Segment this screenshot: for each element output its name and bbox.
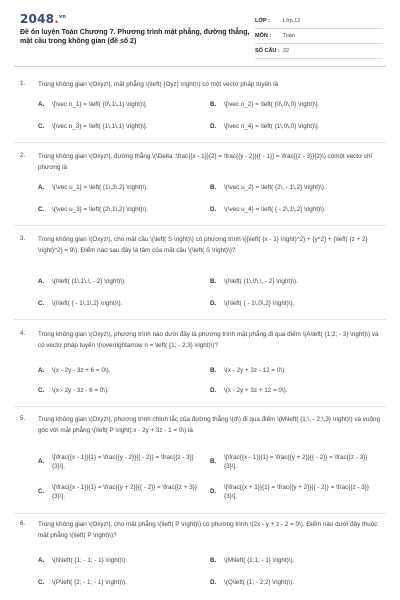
option-text: \[\vec n_1} = \left( {0\,1\,1} \right)\].: [52, 101, 148, 108]
option-text: \[\vec n_2} = \left( {0\,0\,0} \right)\].: [224, 101, 320, 108]
exam-title: Đề ôn luyện Toán Chương 7. Phương trình mặt phẳng, đường thẳng, mặt cầu trong không gian (đề số 2): [20, 29, 250, 45]
option-text: \[\frac{{x - 1}}{1} = \frac{{y + 2}}{{ - 2}} = \frac{{z - 3}}{3}\].: [224, 454, 368, 470]
question-text: Trong không gian \(Oxyz\), mặt phẳng \(\left( {Oyz} \right)\) có một vectơ pháp tuyến là: [38, 81, 279, 88]
exam-meta-table: [255, 14, 383, 59]
page-header: [0, 0, 400, 62]
meta-row-subject: [255, 29, 383, 44]
option-text: \(x - 2y - 3z - 6 = 0\).: [52, 387, 109, 394]
option-letter: A.: [38, 184, 45, 191]
option-text: \(x - 2y + 3z - 12 = 0\).: [224, 367, 286, 374]
option-text: \(M\left( {1;1; - 1} \right)\).: [224, 557, 295, 564]
option-text: \(\vec u_3} = \left( {2\,1\,2} \right)\).: [52, 206, 149, 213]
option-text: \[\frac{{x - 1}}{1} = \frac{{y - 2}}{{ - 2}} = \frac{{z - 3}}{3}\].: [52, 454, 194, 470]
meta-key: MÔN :: [255, 33, 272, 39]
option-text: \(I\left( {1\,1\,\, - 2} \right)\).: [52, 278, 126, 285]
option-letter: B.: [210, 101, 217, 108]
meta-row-count: [255, 44, 383, 59]
logo-suffix: vn: [58, 14, 67, 20]
question-text: Trong không gian \(Oxyz\), cho mặt phẳng \(\left( P \right)\) có phương trình \(2x - y + z - 2 = 0\). Điểm nào dưới đây thuộc mặt phẳng \(\left( P \right)\)?: [38, 521, 378, 539]
option-letter: B.: [210, 184, 217, 191]
meta-value: Toán: [283, 33, 295, 39]
meta-key: LỚP :: [255, 18, 270, 24]
option-letter: C.: [38, 387, 45, 394]
question-text: Trong không gian \(Oxyz\), cho mặt cầu \(\left( S \right)\) có phương trình \({\left( {x - 1} \right)^2} + {y^2} + {\left( {z + 2} \right)^2} = 9\). Điểm nào sau đây là tâm của mặt cầu \(\left( S \right)\)?: [38, 236, 368, 254]
option-text: \[\vec n_4} = \left( {1\,0\,0} \right)\].: [224, 123, 320, 130]
option-letter: C.: [38, 488, 45, 495]
option-letter: D.: [210, 579, 217, 586]
logo-dot: .: [54, 12, 59, 26]
option-text: \(\vec u_1} = \left( {1\,3\,2} \right)\).: [52, 184, 149, 191]
question-separator: [14, 225, 386, 226]
question-separator: [14, 513, 386, 514]
option-text: \(\vec u_2} = \left( {2\, - 1\,2} \right)\).: [224, 184, 326, 191]
question-separator: [14, 319, 386, 320]
header-divider: [14, 66, 386, 67]
option-letter: B.: [210, 557, 217, 564]
question-number: 4.: [20, 330, 26, 337]
option-text: \(I\left( { - 1\,1\,2} \right)\).: [52, 300, 123, 307]
option-letter: D.: [210, 300, 217, 307]
meta-row-class: [255, 14, 383, 29]
option-letter: C.: [38, 579, 45, 586]
option-text: \[\vec n_3} = \left( {1\,1\,1} \right)\].: [52, 123, 148, 130]
question-number: 5.: [20, 415, 26, 422]
option-text: \(I\left( { - 1\,0\,2} \right)\).: [224, 300, 295, 307]
option-letter: A.: [38, 557, 45, 564]
question-number: 6.: [20, 520, 26, 527]
meta-key: SỐ CÂU :: [255, 48, 280, 54]
question-number: 3.: [20, 235, 26, 242]
option-text: \(I\left( {1\,0\,\, - 2} \right)\).: [224, 278, 298, 285]
question-text: Trong không gian \(Oxyz\), đường thẳng \(\Delta :\frac{{x - 1}}{2} = \frac{{y - 2}}{{ - 1}} = \frac{{z - 3}}{2}\) cómột vectơ chỉ phương là: [38, 153, 372, 171]
option-letter: B.: [210, 367, 217, 374]
option-letter: A.: [38, 278, 45, 285]
option-letter: D.: [210, 206, 217, 213]
meta-value: 22: [283, 48, 290, 54]
option-letter: B.: [210, 278, 217, 285]
question-text: Trong không gian \(Oxyz\), phương trình nào dưới đây là phương trình mặt phẳng đi qua điểm \(A\left( {1;2; - 3} \right)\) và có vectơ pháp tuyến \(\overrightarrow n = \left( {1; - 2;3} \right)\)?: [38, 331, 379, 349]
option-letter: D.: [210, 387, 217, 394]
option-letter: C.: [38, 300, 45, 307]
meta-value: Lớp 12: [283, 18, 301, 24]
option-text: \(Q\left( {1; - 2;2} \right)\).: [224, 579, 294, 586]
option-text: \(P\left( {2; - 1; - 1} \right)\).: [52, 579, 127, 586]
question-text: Trong không gian \(Oxyz\), phương trình chính tắc của đường thẳng \(d\) đi qua điểm \(M\left( {1;\, - 2;\,3} \right)\) và vuông góc với mặt phẳng \(\left( P \right):x - 2y + 3z - 1 = 0\) là: [38, 416, 380, 434]
option-letter: C.: [38, 123, 45, 130]
option-letter: D.: [210, 488, 217, 495]
question-number: 2.: [20, 152, 26, 159]
site-logo[interactable]: [20, 12, 66, 26]
question-number: 1.: [20, 80, 26, 87]
option-letter: D.: [210, 123, 217, 130]
option-letter: C.: [38, 206, 45, 213]
option-text: \[\frac{{x - 1}}{1} = \frac{{y + 2}}{{ - 2}} = \frac{{z + 3}}{3}\].: [52, 484, 197, 500]
option-text: \(x - 2y - 3z + 6 = 0\).: [52, 367, 111, 374]
logo-main: 2048: [20, 12, 55, 26]
question-separator: [14, 142, 386, 143]
option-text: \(x - 2y + 3z + 12 = 0\).: [224, 387, 288, 394]
option-letter: A.: [38, 367, 45, 374]
option-text: \(N\left( {1; - 1; - 1} \right)\).: [52, 557, 128, 564]
option-text: \[\frac{{x + 1}}{1} = \frac{{y + 2}}{{ - 2}} = \frac{{z - 3}}{3}\].: [224, 484, 369, 500]
option-letter: A.: [38, 458, 45, 465]
option-text: \(\vec u_4} = \left( { - 2\,1\,2} \right)\).: [224, 206, 326, 213]
option-letter: B.: [210, 458, 217, 465]
option-letter: A.: [38, 101, 45, 108]
question-separator: [14, 406, 386, 407]
